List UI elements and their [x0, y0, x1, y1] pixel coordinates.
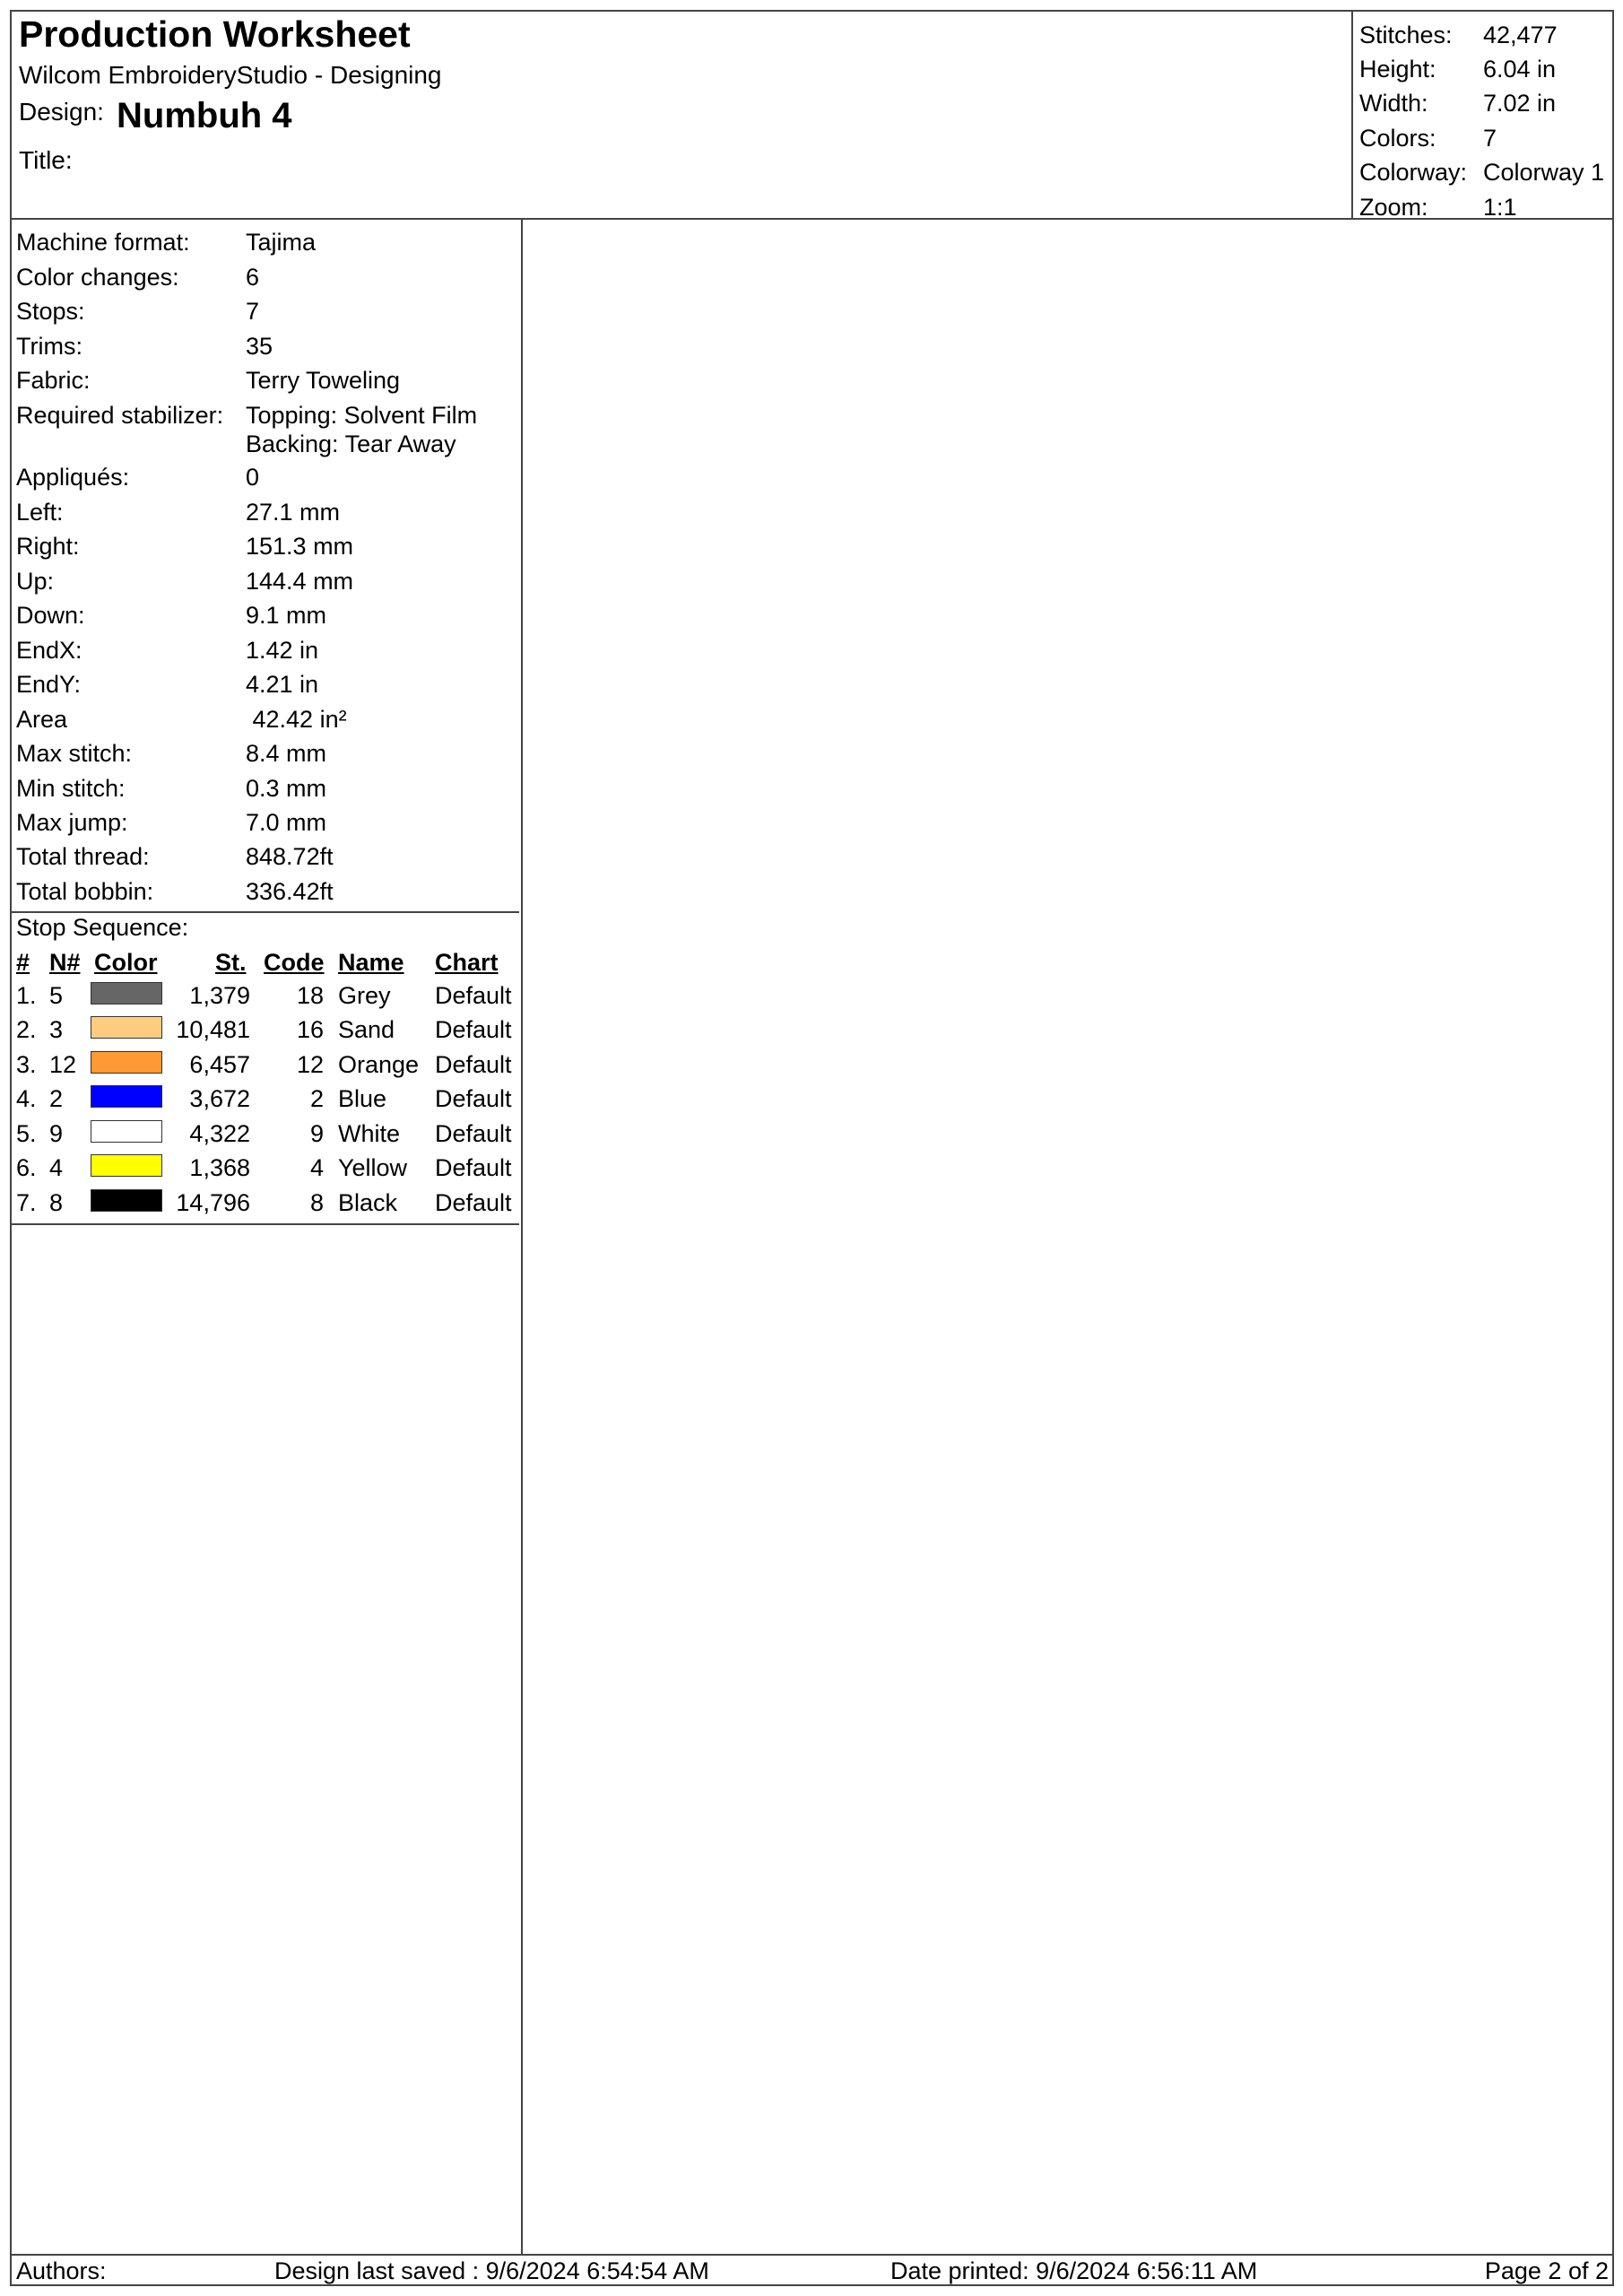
footer-authors: Authors:	[16, 2257, 107, 2284]
stop-stitches: 4,322	[189, 1120, 250, 1147]
footer-last-saved: Design last saved : 9/6/2024 6:54:54 AM	[274, 2257, 709, 2284]
stop-code: 9	[309, 1120, 324, 1147]
stop-number: 4.	[16, 1085, 37, 1112]
prop-value: 0.3 mm	[246, 775, 327, 802]
prop-label: Down:	[16, 602, 85, 629]
col-header-number: #	[16, 949, 30, 976]
worksheet-frame	[10, 10, 1614, 2286]
stop-color-name: Blue	[338, 1085, 387, 1112]
prop-label: Max stitch:	[16, 740, 133, 767]
stop-code: 8	[309, 1189, 324, 1216]
design-name: Numbuh 4	[117, 96, 292, 135]
prop-value: 336.42ft	[246, 878, 334, 905]
stop-color-name: Grey	[338, 982, 391, 1009]
prop-label: Total thread:	[16, 843, 150, 870]
col-header-name: Name	[338, 949, 404, 976]
stop-code: 18	[296, 982, 324, 1009]
prop-label: Left:	[16, 499, 64, 526]
stat-value: 7.02 in	[1483, 90, 1557, 117]
color-swatch	[91, 1016, 162, 1039]
stat-value: 1:1	[1483, 194, 1517, 221]
prop-label: Required stabilizer:	[16, 402, 224, 429]
stop-code: 12	[296, 1051, 324, 1078]
prop-label: EndX:	[16, 637, 82, 664]
prop-label: EndY:	[16, 671, 82, 698]
stop-chart: Default	[435, 1120, 512, 1147]
stop-row	[12, 1085, 519, 1119]
stop-code: 4	[309, 1154, 324, 1181]
prop-value: 144.4 mm	[246, 568, 354, 595]
stop-color-name: Orange	[338, 1051, 420, 1078]
color-swatch	[91, 1154, 162, 1177]
prop-value: 1.42 in	[246, 637, 319, 664]
prop-label: Appliqués:	[16, 464, 130, 491]
color-swatch	[91, 1051, 162, 1074]
footer-date-printed: Date printed: 9/6/2024 6:56:11 AM	[890, 2257, 1258, 2284]
stop-stitches: 1,368	[189, 1154, 250, 1181]
worksheet-title: Production Worksheet	[19, 13, 411, 55]
prop-value: 8.4 mm	[246, 740, 327, 767]
title-label: Title:	[19, 146, 73, 174]
design-stats-panel	[1351, 12, 1614, 221]
prop-label: Right:	[16, 533, 80, 560]
stop-color-name: Sand	[338, 1016, 395, 1043]
stop-number: 2.	[16, 1016, 37, 1043]
stop-stitches: 10,481	[176, 1016, 250, 1043]
prop-value: 6	[246, 264, 260, 291]
prop-label: Color changes:	[16, 264, 179, 291]
prop-value: 0	[246, 464, 260, 491]
stop-chart: Default	[435, 1085, 512, 1112]
prop-value-topping: Topping: Solvent Film	[246, 402, 478, 429]
stat-label: Colors:	[1359, 125, 1436, 152]
stat-label: Height:	[1359, 56, 1436, 83]
color-swatch	[91, 1085, 162, 1108]
col-header-code: Code	[264, 949, 325, 976]
properties-panel	[12, 218, 523, 2254]
stop-needle: 2	[49, 1085, 64, 1112]
stop-stitches: 14,796	[176, 1189, 250, 1216]
prop-value: 4.21 in	[246, 671, 319, 698]
prop-label: Trims:	[16, 333, 82, 360]
section-divider	[12, 1223, 519, 1225]
prop-label: Stops:	[16, 298, 85, 325]
stop-stitches: 6,457	[189, 1051, 250, 1078]
stop-chart: Default	[435, 1051, 512, 1078]
prop-value: 42.42 in²	[246, 706, 347, 733]
stop-color-name: Yellow	[338, 1154, 408, 1181]
color-swatch	[91, 1189, 162, 1212]
col-header-chart: Chart	[435, 949, 499, 976]
stop-code: 2	[309, 1085, 324, 1112]
col-header-needle: N#	[49, 949, 81, 976]
prop-value: 27.1 mm	[246, 499, 341, 526]
stop-row	[12, 1120, 519, 1154]
stat-label: Width:	[1359, 90, 1428, 117]
stop-stitches: 1,379	[189, 982, 250, 1009]
stop-row	[12, 1189, 519, 1223]
prop-value: 848.72ft	[246, 843, 334, 870]
stat-value: Colorway 1	[1483, 159, 1605, 186]
stop-needle: 5	[49, 982, 64, 1009]
stop-sequence-title: Stop Sequence:	[16, 914, 189, 941]
stop-row	[12, 1051, 519, 1085]
prop-label: Min stitch:	[16, 775, 126, 802]
stop-needle: 4	[49, 1154, 64, 1181]
color-swatch	[91, 1120, 162, 1143]
application-name: Wilcom EmbroideryStudio - Designing	[19, 61, 442, 89]
color-swatch	[91, 982, 162, 1004]
prop-value: 35	[246, 333, 273, 360]
prop-value: 7	[246, 298, 260, 325]
prop-value-backing: Backing: Tear Away	[246, 430, 456, 457]
prop-value: 9.1 mm	[246, 602, 327, 629]
stop-stitches: 3,672	[189, 1085, 250, 1112]
stop-needle: 8	[49, 1189, 64, 1216]
footer-page-number: Page 2 of 2	[1484, 2257, 1609, 2284]
stop-color-name: White	[338, 1120, 401, 1147]
prop-label: Machine format:	[16, 229, 190, 256]
prop-label: Total bobbin:	[16, 878, 154, 905]
prop-value: Tajima	[246, 229, 317, 256]
stop-chart: Default	[435, 982, 512, 1009]
stop-row	[12, 1016, 519, 1050]
stat-label: Zoom:	[1359, 194, 1428, 221]
section-divider	[12, 911, 519, 913]
stop-row	[12, 982, 519, 1016]
stop-needle: 9	[49, 1120, 64, 1147]
prop-label: Area	[16, 706, 68, 733]
col-header-color: Color	[94, 949, 158, 976]
stop-needle: 3	[49, 1016, 64, 1043]
prop-value: 7.0 mm	[246, 809, 327, 836]
stop-code: 16	[296, 1016, 324, 1043]
stop-number: 7.	[16, 1189, 37, 1216]
stop-number: 1.	[16, 982, 37, 1009]
prop-label: Fabric:	[16, 367, 91, 394]
prop-label: Up:	[16, 568, 55, 595]
stop-number: 6.	[16, 1154, 37, 1181]
stop-row	[12, 1154, 519, 1188]
prop-value: 151.3 mm	[246, 533, 354, 560]
stop-chart: Default	[435, 1154, 512, 1181]
prop-label: Max jump:	[16, 809, 128, 836]
col-header-stitches: St.	[215, 949, 247, 976]
stop-needle: 12	[49, 1051, 77, 1078]
worksheet-header	[12, 12, 1612, 220]
stop-chart: Default	[435, 1016, 512, 1043]
stat-label: Stitches:	[1359, 22, 1453, 48]
design-label: Design:	[19, 98, 104, 126]
stop-number: 3.	[16, 1051, 37, 1078]
stat-value: 7	[1483, 125, 1497, 152]
stat-value: 6.04 in	[1483, 56, 1557, 83]
prop-value: Terry Toweling	[246, 367, 401, 394]
stat-label: Colorway:	[1359, 159, 1468, 186]
stop-color-name: Black	[338, 1189, 398, 1216]
stop-number: 5.	[16, 1120, 37, 1147]
stat-value: 42,477	[1483, 22, 1558, 48]
worksheet-footer	[12, 2254, 1612, 2288]
stop-chart: Default	[435, 1189, 512, 1216]
